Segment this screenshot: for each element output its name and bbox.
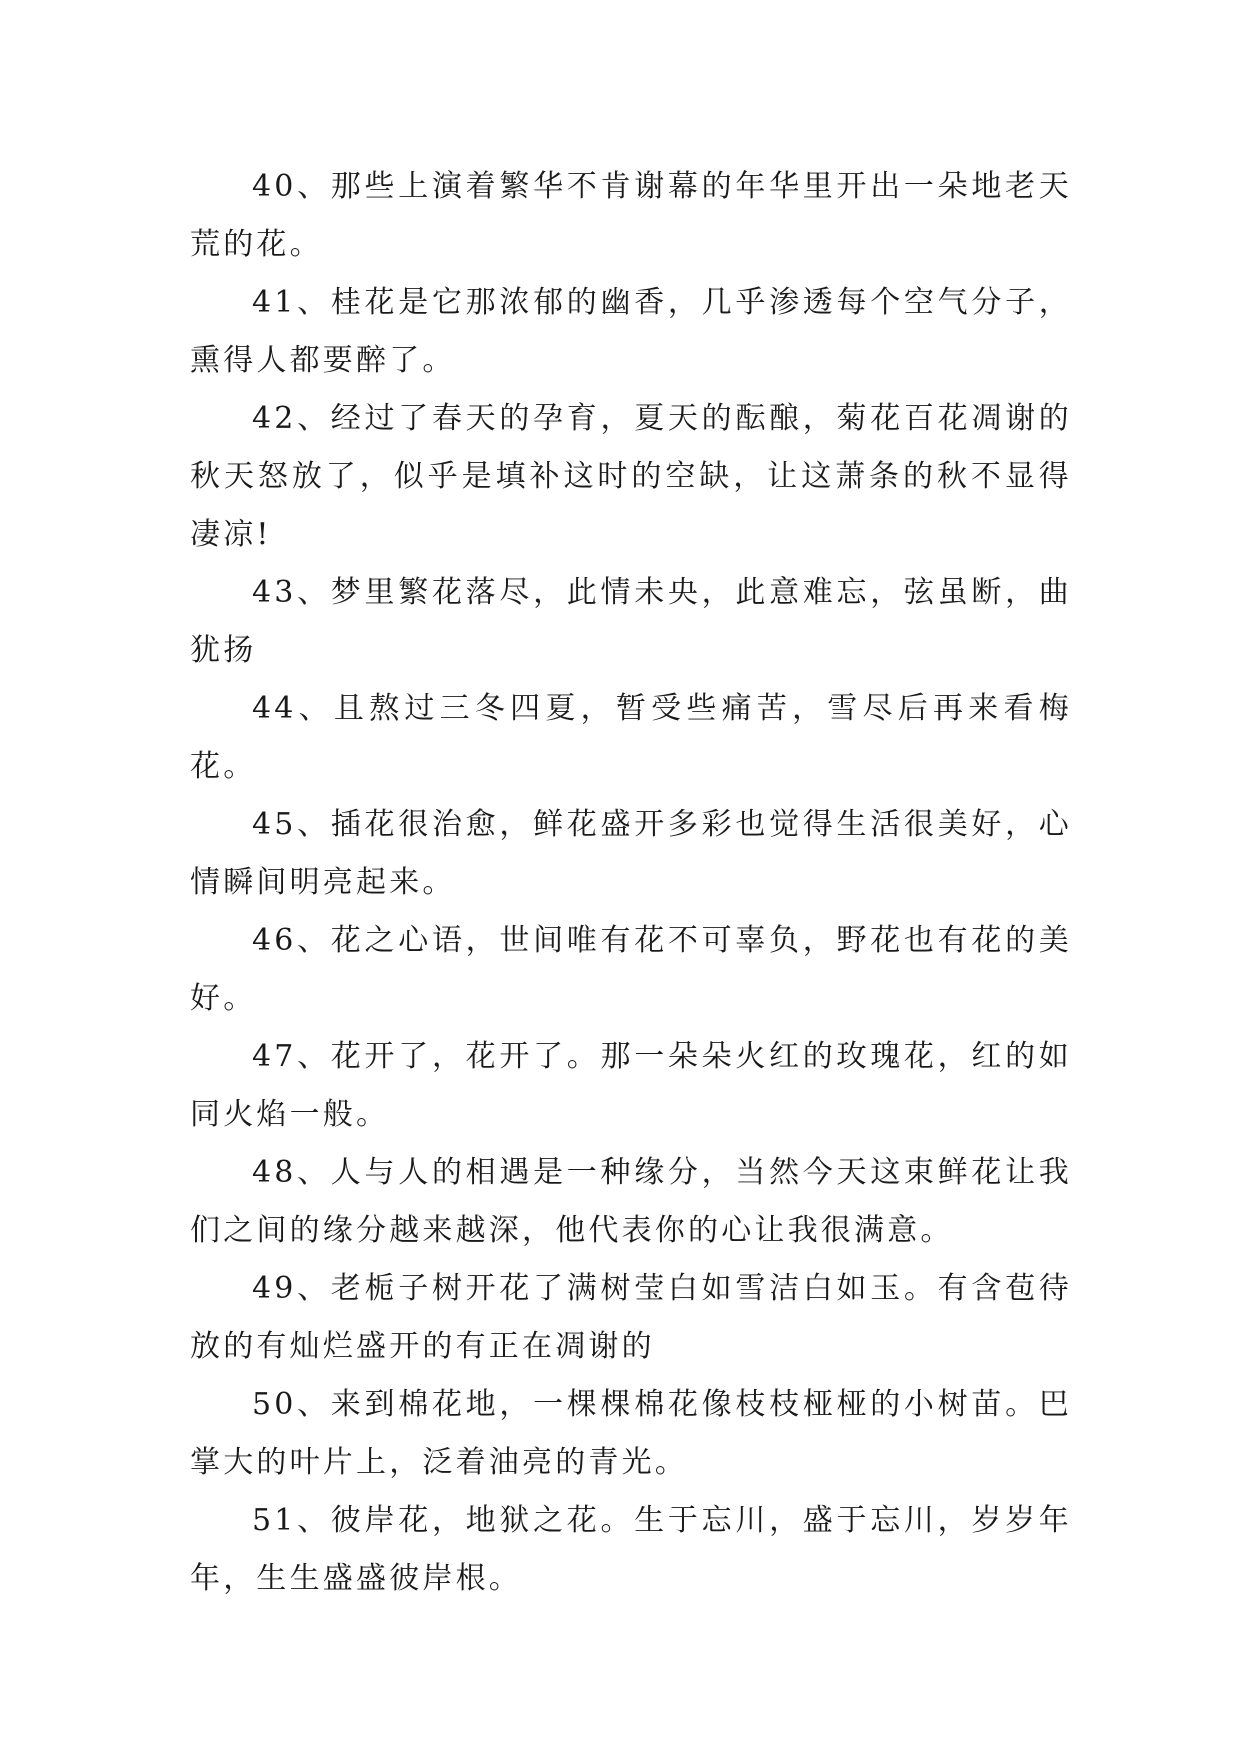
paragraph-51: 51、彼岸花，地狱之花。生于忘川，盛于忘川，岁岁年年，生生盛盛彼岸根。 — [190, 1503, 1072, 1596]
paragraph-43: 43、梦里繁花落尽，此情未央，此意难忘，弦虽断，曲犹扬 — [190, 575, 1072, 668]
paragraph-41: 41、桂花是它那浓郁的幽香，几乎渗透每个空气分子，熏得人都要醉了。 — [190, 285, 1072, 378]
paragraph-40: 40、那些上演着繁华不肯谢幕的年华里开出一朵地老天荒的花。 — [190, 169, 1072, 262]
document-page — [190, 158, 1072, 1608]
paragraph-42: 42、经过了春天的孕育，夏天的酝酿，菊花百花凋谢的秋天怒放了，似乎是填补这时的空缺，让这萧条的秋不显得凄凉! — [190, 401, 1072, 552]
paragraph-49: 49、老栀子树开花了满树莹白如雪洁白如玉。有含苞待放的有灿烂盛开的有正在凋谢的 — [190, 1271, 1072, 1364]
paragraph-50: 50、来到棉花地，一棵棵棉花像枝枝桠桠的小树苗。巴掌大的叶片上，泛着油亮的青光。 — [190, 1387, 1072, 1480]
paragraph-44: 44、且熬过三冬四夏，暂受些痛苦，雪尽后再来看梅花。 — [190, 691, 1072, 784]
paragraph-48: 48、人与人的相遇是一种缘分，当然今天这束鲜花让我们之间的缘分越来越深，他代表你的心让我很满意。 — [190, 1155, 1072, 1248]
paragraph-45: 45、插花很治愈，鲜花盛开多彩也觉得生活很美好，心情瞬间明亮起来。 — [190, 807, 1072, 900]
paragraph-47: 47、花开了，花开了。那一朵朵火红的玫瑰花，红的如同火焰一般。 — [190, 1039, 1072, 1132]
paragraph-46: 46、花之心语，世间唯有花不可辜负，野花也有花的美好。 — [190, 923, 1072, 1016]
